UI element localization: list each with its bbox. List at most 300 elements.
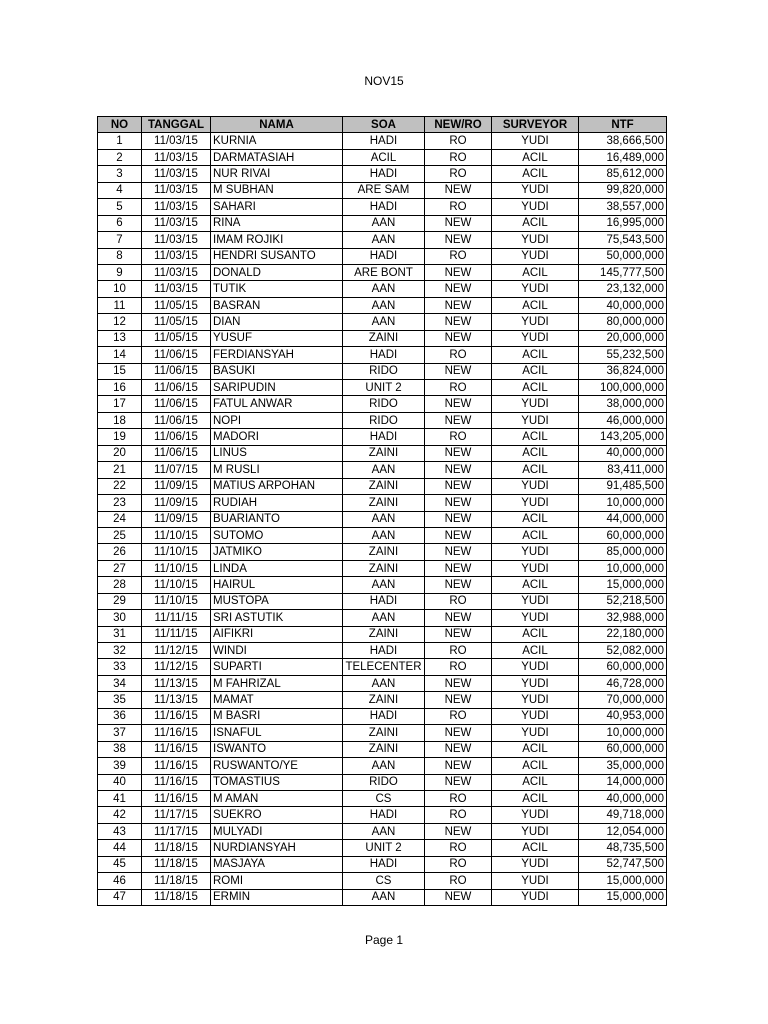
cell-surveyor: YUDI <box>492 593 579 609</box>
table-row <box>98 560 667 576</box>
cell-no: 46 <box>98 873 142 889</box>
cell-soa: AAN <box>343 215 425 231</box>
cell-surveyor: YUDI <box>492 610 579 626</box>
cell-new-ro: NEW <box>425 626 492 642</box>
cell-new-ro: NEW <box>425 182 492 198</box>
table-row <box>98 396 667 412</box>
cell-no: 47 <box>98 889 142 905</box>
cell-tanggal: 11/03/15 <box>142 199 211 215</box>
cell-soa: ZAINI <box>343 544 425 560</box>
cell-soa: AAN <box>343 527 425 543</box>
cell-no: 22 <box>98 478 142 494</box>
table-row <box>98 725 667 741</box>
cell-no: 5 <box>98 199 142 215</box>
cell-new-ro: NEW <box>425 314 492 330</box>
cell-new-ro: NEW <box>425 823 492 839</box>
cell-soa: ARE BONT <box>343 264 425 280</box>
cell-surveyor: YUDI <box>492 544 579 560</box>
cell-new-ro: NEW <box>425 758 492 774</box>
cell-surveyor: YUDI <box>492 478 579 494</box>
cell-new-ro: RO <box>425 840 492 856</box>
cell-surveyor: YUDI <box>492 182 579 198</box>
cell-tanggal: 11/07/15 <box>142 462 211 478</box>
cell-no: 32 <box>98 643 142 659</box>
table-row <box>98 330 667 346</box>
cell-soa: AAN <box>343 823 425 839</box>
cell-tanggal: 11/13/15 <box>142 675 211 691</box>
cell-tanggal: 11/17/15 <box>142 807 211 823</box>
cell-no: 42 <box>98 807 142 823</box>
cell-soa: ZAINI <box>343 495 425 511</box>
cell-tanggal: 11/03/15 <box>142 248 211 264</box>
cell-new-ro: NEW <box>425 297 492 313</box>
cell-no: 7 <box>98 232 142 248</box>
cell-new-ro: RO <box>425 149 492 165</box>
table-body <box>98 133 667 906</box>
table-row <box>98 429 667 445</box>
cell-no: 8 <box>98 248 142 264</box>
cell-tanggal: 11/06/15 <box>142 363 211 379</box>
cell-new-ro: NEW <box>425 232 492 248</box>
table-row <box>98 741 667 757</box>
cell-no: 14 <box>98 347 142 363</box>
cell-nama: NOPI <box>211 412 343 428</box>
cell-no: 25 <box>98 527 142 543</box>
table-row <box>98 758 667 774</box>
cell-soa: ZAINI <box>343 741 425 757</box>
cell-soa: HADI <box>343 347 425 363</box>
cell-ntf: 10,000,000 <box>579 725 667 741</box>
cell-surveyor: ACIL <box>492 626 579 642</box>
cell-new-ro: NEW <box>425 396 492 412</box>
page-footer: Page 1 <box>364 933 404 947</box>
cell-new-ro: NEW <box>425 462 492 478</box>
cell-ntf: 16,489,000 <box>579 149 667 165</box>
table-row <box>98 149 667 165</box>
table-row <box>98 593 667 609</box>
cell-soa: AAN <box>343 462 425 478</box>
cell-soa: AAN <box>343 610 425 626</box>
cell-surveyor: ACIL <box>492 149 579 165</box>
cell-no: 12 <box>98 314 142 330</box>
table-row <box>98 166 667 182</box>
cell-ntf: 49,718,000 <box>579 807 667 823</box>
cell-soa: RIDO <box>343 363 425 379</box>
cell-no: 26 <box>98 544 142 560</box>
cell-no: 16 <box>98 380 142 396</box>
cell-ntf: 52,082,000 <box>579 643 667 659</box>
cell-no: 2 <box>98 149 142 165</box>
cell-soa: CS <box>343 873 425 889</box>
cell-nama: RUDIAH <box>211 495 343 511</box>
cell-ntf: 52,747,500 <box>579 856 667 872</box>
column-header-no: NO <box>98 117 142 133</box>
cell-surveyor: YUDI <box>492 412 579 428</box>
cell-no: 20 <box>98 445 142 461</box>
cell-ntf: 50,000,000 <box>579 248 667 264</box>
cell-ntf: 23,132,000 <box>579 281 667 297</box>
cell-no: 10 <box>98 281 142 297</box>
cell-no: 24 <box>98 511 142 527</box>
cell-surveyor: YUDI <box>492 807 579 823</box>
cell-new-ro: NEW <box>425 527 492 543</box>
cell-new-ro: NEW <box>425 445 492 461</box>
cell-soa: ZAINI <box>343 626 425 642</box>
cell-tanggal: 11/09/15 <box>142 511 211 527</box>
cell-nama: SUPARTI <box>211 659 343 675</box>
cell-new-ro: NEW <box>425 511 492 527</box>
cell-new-ro: RO <box>425 873 492 889</box>
cell-surveyor: ACIL <box>492 840 579 856</box>
cell-no: 43 <box>98 823 142 839</box>
column-header-ntf: NTF <box>579 117 667 133</box>
cell-surveyor: YUDI <box>492 248 579 264</box>
table-row <box>98 577 667 593</box>
cell-no: 30 <box>98 610 142 626</box>
cell-no: 6 <box>98 215 142 231</box>
cell-surveyor: ACIL <box>492 445 579 461</box>
cell-no: 15 <box>98 363 142 379</box>
cell-surveyor: ACIL <box>492 643 579 659</box>
cell-new-ro: NEW <box>425 544 492 560</box>
cell-ntf: 40,000,000 <box>579 297 667 313</box>
cell-tanggal: 11/16/15 <box>142 741 211 757</box>
cell-soa: ZAINI <box>343 725 425 741</box>
sheet-title: NOV15 <box>364 74 404 88</box>
cell-ntf: 32,988,000 <box>579 610 667 626</box>
cell-tanggal: 11/10/15 <box>142 577 211 593</box>
cell-nama: SAHARI <box>211 199 343 215</box>
cell-soa: UNIT 2 <box>343 380 425 396</box>
cell-soa: AAN <box>343 577 425 593</box>
cell-ntf: 14,000,000 <box>579 774 667 790</box>
table-row <box>98 314 667 330</box>
table-row <box>98 790 667 806</box>
table-row <box>98 659 667 675</box>
cell-nama: HENDRI SUSANTO <box>211 248 343 264</box>
cell-nama: RUSWANTO/YE <box>211 758 343 774</box>
cell-soa: HADI <box>343 429 425 445</box>
cell-new-ro: RO <box>425 790 492 806</box>
cell-nama: YUSUF <box>211 330 343 346</box>
table-row <box>98 445 667 461</box>
cell-nama: ROMI <box>211 873 343 889</box>
cell-surveyor: YUDI <box>492 659 579 675</box>
cell-new-ro: NEW <box>425 478 492 494</box>
cell-tanggal: 11/17/15 <box>142 823 211 839</box>
cell-no: 18 <box>98 412 142 428</box>
table-row <box>98 347 667 363</box>
cell-new-ro: NEW <box>425 363 492 379</box>
cell-no: 19 <box>98 429 142 445</box>
cell-no: 36 <box>98 708 142 724</box>
cell-ntf: 52,218,500 <box>579 593 667 609</box>
cell-tanggal: 11/05/15 <box>142 330 211 346</box>
cell-soa: HADI <box>343 593 425 609</box>
cell-ntf: 46,000,000 <box>579 412 667 428</box>
cell-ntf: 46,728,000 <box>579 675 667 691</box>
cell-soa: AAN <box>343 297 425 313</box>
cell-no: 3 <box>98 166 142 182</box>
cell-no: 4 <box>98 182 142 198</box>
table-row <box>98 511 667 527</box>
cell-tanggal: 11/16/15 <box>142 725 211 741</box>
cell-no: 17 <box>98 396 142 412</box>
cell-new-ro: NEW <box>425 495 492 511</box>
cell-tanggal: 11/12/15 <box>142 659 211 675</box>
table-row <box>98 264 667 280</box>
cell-new-ro: NEW <box>425 610 492 626</box>
cell-ntf: 12,054,000 <box>579 823 667 839</box>
cell-new-ro: NEW <box>425 741 492 757</box>
cell-surveyor: YUDI <box>492 281 579 297</box>
cell-nama: LINUS <box>211 445 343 461</box>
table-row <box>98 215 667 231</box>
cell-no: 27 <box>98 560 142 576</box>
cell-soa: ZAINI <box>343 330 425 346</box>
cell-tanggal: 11/09/15 <box>142 495 211 511</box>
cell-new-ro: RO <box>425 380 492 396</box>
cell-new-ro: RO <box>425 708 492 724</box>
cell-soa: AAN <box>343 675 425 691</box>
cell-nama: MUSTOPA <box>211 593 343 609</box>
cell-no: 9 <box>98 264 142 280</box>
cell-soa: AAN <box>343 511 425 527</box>
cell-nama: KURNIA <box>211 133 343 149</box>
cell-new-ro: NEW <box>425 281 492 297</box>
cell-ntf: 85,000,000 <box>579 544 667 560</box>
table-row <box>98 610 667 626</box>
cell-new-ro: RO <box>425 429 492 445</box>
cell-soa: ZAINI <box>343 560 425 576</box>
table-row <box>98 478 667 494</box>
cell-tanggal: 11/11/15 <box>142 626 211 642</box>
table-row <box>98 380 667 396</box>
cell-nama: SUEKRO <box>211 807 343 823</box>
cell-new-ro: NEW <box>425 889 492 905</box>
cell-soa: HADI <box>343 248 425 264</box>
cell-tanggal: 11/10/15 <box>142 544 211 560</box>
cell-nama: M SUBHAN <box>211 182 343 198</box>
cell-nama: ISWANTO <box>211 741 343 757</box>
table-row <box>98 856 667 872</box>
cell-ntf: 60,000,000 <box>579 659 667 675</box>
cell-nama: M BASRI <box>211 708 343 724</box>
cell-soa: HADI <box>343 199 425 215</box>
table-row <box>98 774 667 790</box>
table-header-row <box>98 117 667 133</box>
cell-ntf: 40,000,000 <box>579 445 667 461</box>
cell-tanggal: 11/03/15 <box>142 215 211 231</box>
cell-ntf: 22,180,000 <box>579 626 667 642</box>
cell-new-ro: NEW <box>425 692 492 708</box>
column-header-soa: SOA <box>343 117 425 133</box>
cell-soa: HADI <box>343 807 425 823</box>
cell-soa: AAN <box>343 314 425 330</box>
cell-nama: DARMATASIAH <box>211 149 343 165</box>
cell-surveyor: ACIL <box>492 577 579 593</box>
cell-new-ro: NEW <box>425 264 492 280</box>
cell-nama: IMAM ROJIKI <box>211 232 343 248</box>
table-row <box>98 248 667 264</box>
cell-tanggal: 11/03/15 <box>142 264 211 280</box>
cell-ntf: 10,000,000 <box>579 560 667 576</box>
cell-new-ro: NEW <box>425 412 492 428</box>
table-row <box>98 889 667 905</box>
cell-nama: JATMIKO <box>211 544 343 560</box>
cell-tanggal: 11/05/15 <box>142 297 211 313</box>
cell-surveyor: YUDI <box>492 330 579 346</box>
cell-surveyor: ACIL <box>492 741 579 757</box>
cell-nama: TUTIK <box>211 281 343 297</box>
table-row <box>98 462 667 478</box>
cell-surveyor: YUDI <box>492 133 579 149</box>
table-row <box>98 626 667 642</box>
cell-nama: ISNAFUL <box>211 725 343 741</box>
cell-surveyor: ACIL <box>492 511 579 527</box>
table-row <box>98 544 667 560</box>
cell-no: 34 <box>98 675 142 691</box>
cell-soa: ZAINI <box>343 478 425 494</box>
cell-surveyor: ACIL <box>492 264 579 280</box>
cell-new-ro: RO <box>425 856 492 872</box>
table-row <box>98 807 667 823</box>
cell-tanggal: 11/06/15 <box>142 429 211 445</box>
column-header-new-ro: NEW/RO <box>425 117 492 133</box>
cell-ntf: 38,000,000 <box>579 396 667 412</box>
cell-soa: AAN <box>343 758 425 774</box>
cell-surveyor: ACIL <box>492 166 579 182</box>
cell-new-ro: NEW <box>425 560 492 576</box>
cell-nama: MATIUS ARPOHAN <box>211 478 343 494</box>
cell-soa: UNIT 2 <box>343 840 425 856</box>
cell-soa: AAN <box>343 889 425 905</box>
cell-nama: SUTOMO <box>211 527 343 543</box>
cell-new-ro: NEW <box>425 774 492 790</box>
cell-nama: SRI ASTUTIK <box>211 610 343 626</box>
cell-tanggal: 11/16/15 <box>142 774 211 790</box>
cell-surveyor: YUDI <box>492 889 579 905</box>
cell-nama: M RUSLI <box>211 462 343 478</box>
cell-ntf: 15,000,000 <box>579 889 667 905</box>
cell-soa: HADI <box>343 166 425 182</box>
cell-surveyor: YUDI <box>492 823 579 839</box>
cell-nama: AIFIKRI <box>211 626 343 642</box>
cell-ntf: 60,000,000 <box>579 741 667 757</box>
cell-soa: CS <box>343 790 425 806</box>
cell-new-ro: NEW <box>425 725 492 741</box>
cell-soa: HADI <box>343 856 425 872</box>
cell-ntf: 143,205,000 <box>579 429 667 445</box>
cell-new-ro: NEW <box>425 330 492 346</box>
cell-tanggal: 11/10/15 <box>142 560 211 576</box>
cell-soa: RIDO <box>343 774 425 790</box>
cell-soa: HADI <box>343 133 425 149</box>
cell-surveyor: ACIL <box>492 297 579 313</box>
cell-soa: AAN <box>343 281 425 297</box>
cell-ntf: 83,411,000 <box>579 462 667 478</box>
cell-new-ro: RO <box>425 807 492 823</box>
cell-tanggal: 11/06/15 <box>142 396 211 412</box>
cell-ntf: 15,000,000 <box>579 577 667 593</box>
cell-ntf: 40,000,000 <box>579 790 667 806</box>
cell-surveyor: YUDI <box>492 725 579 741</box>
cell-soa: ACIL <box>343 149 425 165</box>
cell-new-ro: RO <box>425 133 492 149</box>
cell-ntf: 40,953,000 <box>579 708 667 724</box>
cell-tanggal: 11/18/15 <box>142 873 211 889</box>
cell-no: 41 <box>98 790 142 806</box>
cell-soa: RIDO <box>343 396 425 412</box>
cell-nama: MULYADI <box>211 823 343 839</box>
table-row <box>98 297 667 313</box>
table-row <box>98 823 667 839</box>
table-row <box>98 182 667 198</box>
column-header-nama: NAMA <box>211 117 343 133</box>
cell-surveyor: ACIL <box>492 462 579 478</box>
cell-ntf: 16,995,000 <box>579 215 667 231</box>
cell-surveyor: YUDI <box>492 199 579 215</box>
cell-ntf: 80,000,000 <box>579 314 667 330</box>
cell-soa: HADI <box>343 643 425 659</box>
cell-nama: DONALD <box>211 264 343 280</box>
table-row <box>98 133 667 149</box>
cell-surveyor: ACIL <box>492 758 579 774</box>
cell-ntf: 20,000,000 <box>579 330 667 346</box>
cell-soa: TELECENTER <box>343 659 425 675</box>
cell-no: 38 <box>98 741 142 757</box>
cell-soa: ZAINI <box>343 445 425 461</box>
cell-tanggal: 11/03/15 <box>142 166 211 182</box>
cell-tanggal: 11/03/15 <box>142 232 211 248</box>
cell-tanggal: 11/05/15 <box>142 314 211 330</box>
table-row <box>98 840 667 856</box>
cell-ntf: 38,557,000 <box>579 199 667 215</box>
cell-no: 11 <box>98 297 142 313</box>
column-header-surveyor: SURVEYOR <box>492 117 579 133</box>
cell-nama: MASJAYA <box>211 856 343 872</box>
cell-surveyor: ACIL <box>492 347 579 363</box>
cell-nama: NUR RIVAI <box>211 166 343 182</box>
cell-surveyor: ACIL <box>492 215 579 231</box>
cell-tanggal: 11/06/15 <box>142 445 211 461</box>
cell-nama: BASUKI <box>211 363 343 379</box>
cell-nama: M AMAN <box>211 790 343 806</box>
cell-tanggal: 11/03/15 <box>142 182 211 198</box>
cell-no: 40 <box>98 774 142 790</box>
column-header-tanggal: TANGGAL <box>142 117 211 133</box>
cell-soa: ARE SAM <box>343 182 425 198</box>
cell-nama: WINDI <box>211 643 343 659</box>
cell-nama: HAIRUL <box>211 577 343 593</box>
cell-nama: NURDIANSYAH <box>211 840 343 856</box>
table-row <box>98 363 667 379</box>
cell-surveyor: YUDI <box>492 396 579 412</box>
cell-new-ro: RO <box>425 659 492 675</box>
cell-surveyor: YUDI <box>492 314 579 330</box>
cell-ntf: 15,000,000 <box>579 873 667 889</box>
cell-nama: TOMASTIUS <box>211 774 343 790</box>
cell-surveyor: ACIL <box>492 380 579 396</box>
cell-ntf: 44,000,000 <box>579 511 667 527</box>
cell-no: 21 <box>98 462 142 478</box>
table-row <box>98 527 667 543</box>
cell-tanggal: 11/10/15 <box>142 593 211 609</box>
cell-no: 31 <box>98 626 142 642</box>
cell-new-ro: RO <box>425 166 492 182</box>
cell-tanggal: 11/16/15 <box>142 758 211 774</box>
cell-tanggal: 11/13/15 <box>142 692 211 708</box>
